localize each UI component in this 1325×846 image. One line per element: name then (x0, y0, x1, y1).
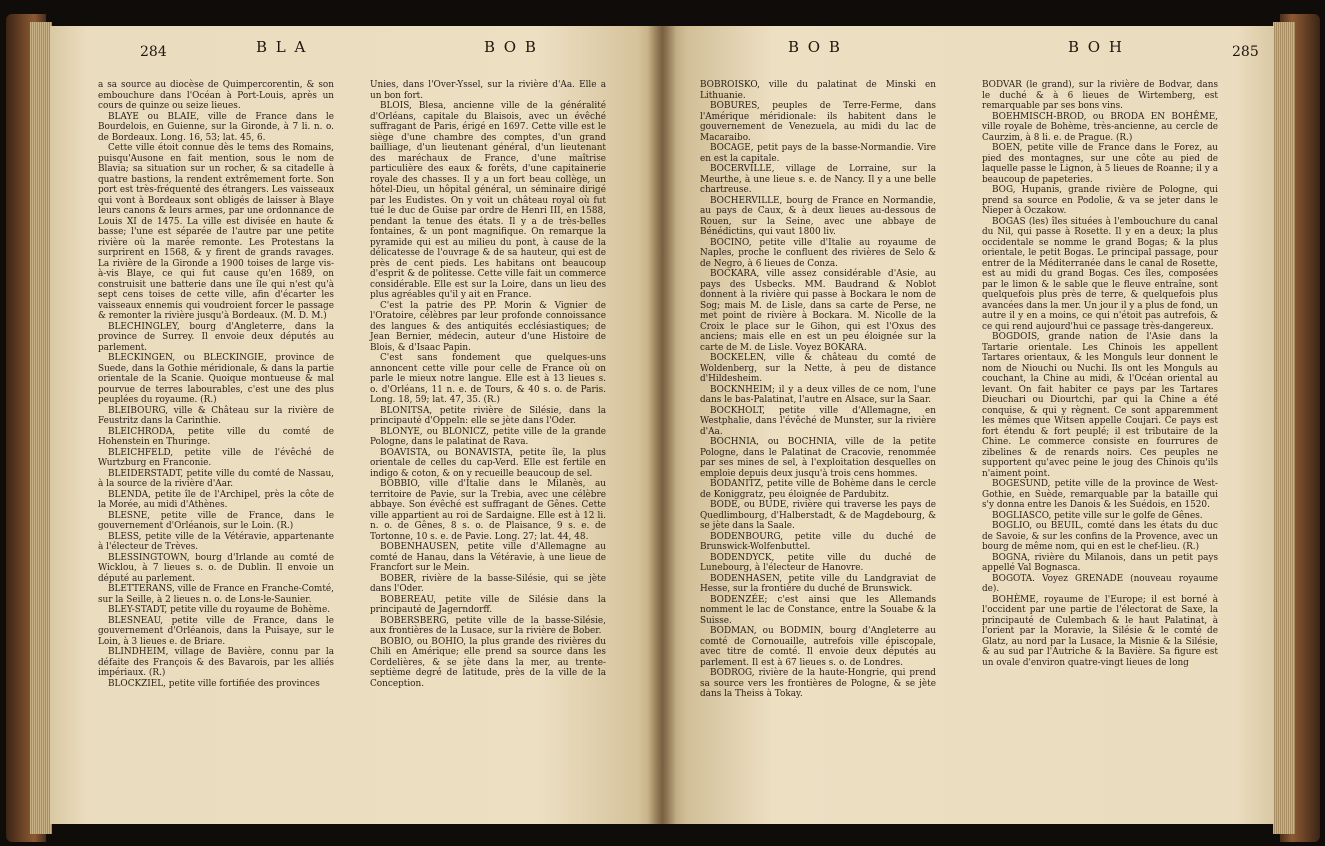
left-header-left: B L A (256, 38, 308, 56)
entry-paragraph: BLONITSA, petite rivière de Silésie, dans la principauté d'Oppeln: elle se jète dans l'Oder. (370, 405, 606, 426)
entry-paragraph: BODROG, rivière de la haute-Hongrie, qui prend sa source vers les frontières de Pologne, & se jète dans la Theiss à Tokay. (700, 668, 936, 699)
entry-paragraph: BODE, ou BUDE, rivière qui traverse les pays de Quedlimbourg, d'Halberstadt, & de Magdebourg, & se jète dans la Saale. (700, 500, 936, 531)
entry-paragraph: BOCHNIA, ou BOCHNIA, ville de la petite Pologne, dans le Palatinat de Cracovie, renommée par ses mines de sel, à l'exploitation desquelles on emploie depuis deux jusqu'à trois cens hommes. (700, 437, 936, 479)
entry-paragraph: BLEIDERSTADT, petite ville du comté de Nassau, à la source de la rivière d'Aar. (98, 468, 334, 489)
entry-paragraph: BOEN, petite ville de France dans le Forez, au pied des montagnes, sur une côte au pied de laquelle passe le Lignon, à 5 lieues de Roanne; il y a beaucoup de papeteries. (982, 143, 1218, 185)
left-header-right: B O B (484, 38, 538, 56)
entry-paragraph: BLEY-STADT, petite ville du royaume de Bohème. (108, 605, 331, 615)
entry-paragraph: BLOIS, Blesa, ancienne ville de la généralité d'Orléans, capitale du Blaisois, avec un évêché suffragant de Paris, érigé en 1697. Cette ville est le siège d'une chambre des comptes, d'un grand bailliage, d'un lieutenant général, d'un lieutenant des maréchaux de France, d'une maîtrise particulière des eaux & forêts, d'une capitainerie royale des chasses. Il y a un fort beau collège, un hôtel-Dieu, un hôpital général, un séminaire dirigé par les Eudistes. On y voit un château royal où fut tué le duc de Guise par ordre de Henri III, en 1588, pendant la tenue des états. Il y a de très-belles fontaines, & un pont magnifique. On remarque la pyramide qui est au milieu du pont, à cause de la délicatesse de l'ouvrage & de sa hauteur, qui est de près de cent pieds. Les habitans ont beaucoup d'esprit & de politesse. Cette ville fait un commerce considérable. Elle est sur la Loire, dans un lieu des plus agréables qu'il y ait en France. (370, 101, 606, 300)
entry-paragraph: BOCAGE, petit pays de la basse-Normandie. Vire en est la capitale. (700, 143, 936, 164)
entry-paragraph: BLOCKZIEL, petite ville fortifiée des provinces (108, 678, 320, 689)
entry-paragraph: BOEHMISCH-BROD, ou BRODA EN BOHÊME, ville royale de Bohème, très-ancienne, au cercle de Caurzim, à 8 li. e. de Prague. (R.) (982, 111, 1218, 143)
entry-paragraph: BLECHINGLEY, bourg d'Angleterre, dans la province de Surrey. Il envoie deux députés au parlement. (98, 321, 334, 353)
entry-paragraph: BODMAN, ou BODMIN, bourg d'Angleterre au comté de Cornouaille, autrefois ville épiscopale, avec titre de comté. Il envoie deux députés au parlement. Il est à 67 lieues s. o. de Londres. (700, 626, 936, 668)
entry-paragraph: BOBENHAUSEN, petite ville d'Allemagne au comté de Hanau, dans la Vétéravie, à une lieue de Francfort sur le Mein. (370, 542, 606, 573)
entry-paragraph: BOGLIO, ou BEUIL, comté dans les états du duc de Savoie, & sur les confins de la Provence, avec un bourg de même nom, qui en est le chef-lieu. (R.) (982, 521, 1218, 552)
entry-paragraph: BLEICHRODA, petite ville du comté de Hohenstein en Thuringe. (98, 426, 334, 447)
entry-paragraph: Cette ville étoit connue dès le tems des Romains, puisqu'Ausone en fait mention, sous le nom de Blavia; sa situation sur un rocher, & sa citadelle à quatre bastions, la rendent extrêmement forte. Son port est très-fréquenté des étrangers. Les vaisseaux qui vont à Bordeaux sont obligés de laisser à Blaye leurs canons & leurs armes, par une ordonnance de Louis XI de 1475. La ville est divisée en haute & basse; l'une est séparée de l'autre par une petite rivière où la marée remonte. Les Protestans la surprirent en 1568, & y firent de grands ravages. La rivière de la Gironde a 1900 toises de large vis-à-vis Blaye, ce qui fut cause qu'en 1689, on construisit une batterie dans une île qui n'est qu'à sept cens toises de cette ville, afin d'écarter les vaisseaux ennemis qui voudroient forcer le passage & remonter la rivière jusqu'à Bordeaux. (M. D. M.) (98, 143, 334, 321)
entry-paragraph: BOGESUND, petite ville de la province de West-Gothie, en Suède, remarquable par la bataille qui s'y donna entre les Danois & les Suédois, en 1520. (982, 479, 1218, 510)
entry-paragraph: BOCINO, petite ville d'Italie au royaume de Naples, proche le confluent des rivières de Selo & de Negro, à 6 lieues de Conza. (700, 237, 936, 269)
entry-paragraph: BODENDYCK, petite ville du duché de Lunebourg, à l'électeur de Hanovre. (700, 552, 936, 573)
entry-paragraph: Unies, dans l'Over-Yssel, sur la rivière d'Aa. Elle a un bon fort. (370, 80, 606, 101)
page-edges-left (30, 22, 52, 834)
entry-paragraph: BOCHERVILLE, bourg de France en Normandie, au pays de Caux, & à deux lieues au-dessous de Rouen, sur la Seine, avec une abbaye de Bénédictins, qui vaut 1800 liv. (700, 195, 936, 237)
entry-paragraph: BLONYE, ou BLONICZ, petite ville de la grande Pologne, dans le palatinat de Rava. (370, 426, 606, 447)
entry-paragraph: C'est la patrie des PP. Morin & Vignier de l'Oratoire, célèbres par leur profonde connoissance des langues & des antiquités ecclésiastiques; de Jean Bernier, médecin, auteur d'une Histoire de Blois, & d'Isaac Papin. (370, 300, 606, 353)
entry-paragraph: BLESS, petite ville de la Vétéravie, appartenante à l'électeur de Trèves. (98, 531, 334, 552)
entry-paragraph: BOGOTA. Voyez GRENADE (nouveau royaume de). (982, 573, 1218, 594)
entry-paragraph: BLEIBOURG, ville & Château sur la rivière de Feustritz dans la Carinthie. (98, 405, 334, 426)
entry-paragraph: BOBERSBERG, petite ville de la basse-Silésie, aux frontières de la Lusace, sur la rivière de Bober. (370, 615, 606, 636)
entry-paragraph: BOBER, rivière de la basse-Silésie, qui se jète dans l'Oder. (370, 573, 606, 594)
entry-paragraph: BLETTERANS, ville de France en Franche-Comté, sur la Seille, à 2 lieues n. o. de Lons-le-Saunier. (98, 584, 334, 605)
page-edges-right (1273, 22, 1295, 834)
entry-paragraph: BOGDOIS, grande nation de l'Asie dans la Tartarie orientale. Les Chinois les appellent Tartares orientaux, & les Monguls leur donnent le nom de Niouchi ou Nuchi. Ils ont les Monguls au couchant, la Chine au midi, & l'Océan oriental au levant. On fait habiter ce pays par les Tartares Dieuchari ou Diourtchi, par qui la Chine a été conquise, & qui y règnent. Ce sont apparemment les mêmes que Witsen appelle Coujari. Ce pays est fort étendu & fort peuplé; il est tributaire de la Chine. Le commerce consiste en fourrures de zibelines & de renards noirs. Ces peuples ne supportent qu'avec peine le joug des Chinois qu'ils n'aiment point. (982, 332, 1218, 479)
entry-paragraph: BLESSINGTOWN, bourg d'Irlande au comté de Wicklou, à 7 lieues s. o. de Dublin. Il envoie un député au parlement. (98, 552, 334, 584)
right-column-2 (982, 80, 1218, 668)
entry-paragraph: BOCKNHEIM; il y a deux villes de ce nom, l'une dans le bas-Palatinat, l'autre en Alsace, sur la Saar. (700, 384, 936, 405)
entry-paragraph: BOHÈME, royaume de l'Europe; il est borné à l'occident par une partie de l'électorat de Saxe, la principauté de Culembach & le haut Palatinat, à l'orient par la Moravie, la Silésie & le comté de Glatz, au nord par la Lusace, la Misnie & la Silésie, & au sud par l'Autriche & la Bavière. Sa figure est un ovale d'environ quatre-vingt lieues de long (982, 594, 1218, 668)
entry-paragraph: BODENHASEN, petite ville du Landgraviat de Hesse, sur la frontière du duché de Brunswick. (700, 573, 936, 594)
entry-paragraph: BOAVISTA, ou BONAVISTA, petite île, la plus orientale de celles du cap-Verd. Elle est fertile en indigo & coton, & on y recueille beaucoup de sel. (370, 447, 606, 479)
right-column-1 (700, 80, 936, 700)
entry-paragraph: BLINDHEIM, village de Bavière, connu par la défaite des François & des Bavarois, par les alliés impériaux. (R.) (98, 647, 334, 678)
entry-paragraph: BOG, Hupanis, grande rivière de Pologne, qui prend sa source en Podolie, & va se jeter dans le Nieper à Oczakow. (982, 185, 1218, 216)
entry-paragraph: BODENZÉE; c'est ainsi que les Allemands nomment le lac de Constance, entre la Souabe & la Suisse. (700, 594, 936, 626)
entry-paragraph: BLAYE ou BLAIE, ville de France dans le Bourdelois, en Guienne, sur la Gironde, à 7 li. n. o. de Bordeaux. Long. 16, 53; lat. 45, 6. (98, 111, 334, 143)
book-gutter (648, 26, 676, 824)
entry-paragraph: BLESNE, petite ville de France, dans le gouvernement d'Orléanois, sur le Loin. (R.) (98, 510, 334, 531)
right-page-number: 285 (1232, 44, 1259, 60)
entry-paragraph: BOCKARA, ville assez considérable d'Asie, au pays des Usbecks. MM. Baudrand & Noblot donnent à la rivière qui passe à Bockara le nom de Sog; mais M. de Lisle, dans sa carte de Perse, ne met point de rivière à Bockara. M. Nicolle de la Croix le place sur le Gihon, qui est l'Oxus des anciens; mais elle en est un peu éloignée sur la carte de M. de Lisle. Voyez BOKARA. (700, 269, 936, 353)
right-header-right: B O H (1068, 38, 1124, 56)
entry-paragraph: BLENDA, petite île de l'Archipel, près la côte de la Morée, au midi d'Athènes. (98, 489, 334, 510)
entry-paragraph: BOBURES, peuples de Terre-Ferme, dans l'Amérique méridionale: ils habitent dans le gouvernement de Venezuela, au midi du lac de Macaraibo. (700, 101, 936, 143)
entry-paragraph: BOCERVILLE, village de Lorraine, sur la Meurthe, à une lieue s. e. de Nancy. Il y a une belle chartreuse. (700, 164, 936, 195)
entry-paragraph: BOBROISKO, ville du palatinat de Minski en Lithuanie. (700, 80, 936, 101)
entry-paragraph: a sa source au diocèse de Quimpercorentin, & son embouchure dans l'Océan à Port-Louis, après un cours de quinze ou seize lieues. (98, 80, 334, 111)
entry-paragraph: BOGAS (les) îles situées à l'embouchure du canal du Nil, qui passe à Rosette. Il y en a deux; la plus occidentale se nomme le grand Bogas; & la plus orientale, le petit Bogas. Le principal passage, pour entrer de la Méditerranée dans le canal de Rosette, est au midi du grand Bogas. Ces îles, composées par le limon & le sable que le fleuve entraîne, sont quelquefois plus près de terre, & quelquefois plus avancées dans la mer. Un jour il y a plus de fond, un autre il y en a moins, ce qui n'étoit pas autrefois, & ce qui rend aujourd'hui ce passage très-dangereux. (982, 216, 1218, 332)
right-header-left: B O B (788, 38, 842, 56)
entry-paragraph: BODENBOURG, petite ville du duché de Brunswick-Wolfenbuttel. (700, 531, 936, 552)
entry-paragraph: BLESNEAU, petite ville de France, dans le gouvernement d'Orléanois, dans la Puisaye, sur le Loin, à 3 lieues e. de Briare. (98, 615, 334, 647)
entry-paragraph: BOBIO, ou BOHIO, la plus grande des rivières du Chili en Amérique; elle prend sa source dans les Cordelières, & se jète dans la mer, au trente-septième degré de latitude, près de la ville de la Conception. (370, 636, 606, 689)
entry-paragraph: BOGNA, rivière du Milanois, dans un petit pays appellé Val Bognasca. (982, 552, 1218, 573)
left-column-2 (370, 80, 606, 689)
entry-paragraph: BOCKELEN, ville & château du comté de Woldenberg, sur la Nette, à peu de distance d'Hildesheim. (700, 353, 936, 384)
entry-paragraph: BLECKINGEN, ou BLECKINGIE, province de Suede, dans la Gothie méridionale, & dans la partie orientale de la Scanie. Quoique montueuse & mal pourvue de terres labourables, c'est une des plus peuplées du royaume. (R.) (98, 353, 334, 405)
entry-paragraph: BOBEREAU, petite ville de Silésie dans la principauté de Jagerndorff. (370, 594, 606, 615)
entry-paragraph: BODANITZ, petite ville de Bohème dans le cercle de Koniggratz, peu éloignée de Pardubitz. (700, 479, 936, 500)
entry-paragraph: BODVAR (le grand), sur la rivière de Bodvar, dans le duché & à 6 lieues de Wirtemberg, est remarquable par ses bons vins. (982, 80, 1218, 111)
entry-paragraph: BOCKHOLT, petite ville d'Allemagne, en Westphalie, dans l'évêché de Munster, sur la rivière d'Aa. (700, 405, 936, 437)
left-column-1 (98, 80, 334, 689)
entry-paragraph: BLEICHFELD, petite ville de l'évêché de Wurtzburg en Franconie. (98, 447, 334, 468)
entry-paragraph: BOGLIASCO, petite ville sur le golfe de Gênes. (992, 510, 1203, 521)
entry-paragraph: BOBBIO, ville d'Italie dans le Milanès, au territoire de Pavie, sur la Trebia, avec une célèbre abbaye. Son évêché est suffragant de Gênes. Cette ville appartient au roi de Sardaigne. Elle est à 12 li. n. o. de Gênes, 8 s. o. de Plaisance, 9 s. e. de Tortonne, 10 s. e. de Pavie. Long. 27; lat. 44, 48. (370, 479, 606, 542)
entry-paragraph: C'est sans fondement que quelques-uns annoncent cette ville pour celle de France où on parle le mieux notre langue. Elle est à 13 lieues s. o. d'Orléans, 11 n. e. de Tours, & 40 s. o. de Paris. Long. 18, 59; lat. 47, 35. (R.) (370, 353, 606, 405)
left-page-number: 284 (140, 44, 167, 60)
